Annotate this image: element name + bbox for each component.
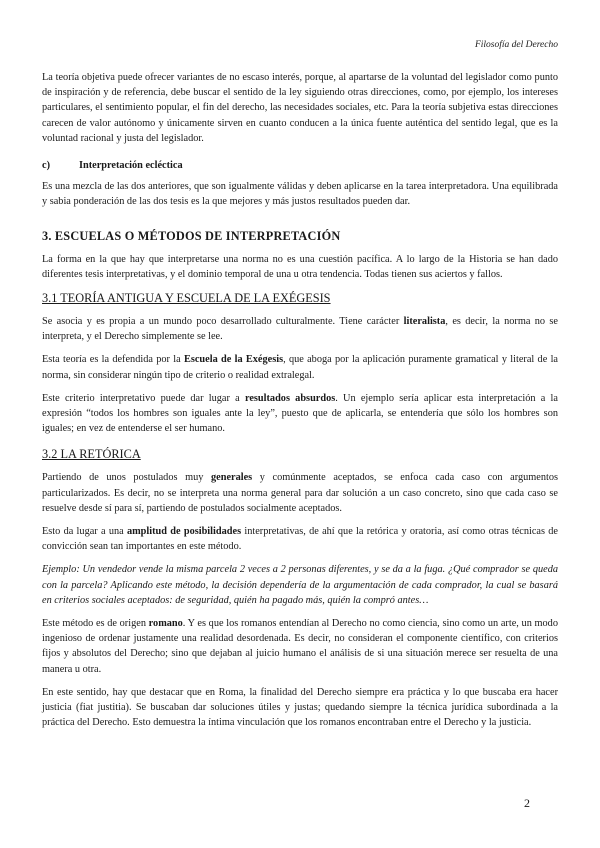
section-3-paragraph: La forma en la que hay que interpretarse una norma no es una cuestión pacífica. A lo largo de la Historia se han dado diferentes tesis interpretativas, y el dominio temporal de una u otra tendencia. Todas tienen sus aciertos y fallos.	[42, 253, 558, 280]
rhetoric-paragraph	[42, 470, 558, 516]
subsection-c-heading	[42, 158, 558, 173]
text-run: y comúnmente aceptados, se enfoca cada caso con argumentos particularizados. Es decir, no se interpreta una norma general para dar solución a un caso concreto, sino que cada caso se resuelve desde sí para sí, partiendo de postulados socialmente aceptados.	[42, 472, 558, 514]
text-run: , es decir, la norma no se interpreta, y el Derecho simplemente se lee.	[42, 316, 558, 343]
page-body	[42, 70, 558, 739]
eclectic-paragraph: Es una mezcla de las dos anteriores, que son igualmente válidas y deben aplicarse en la tarea interpretadora. Una equilibrada y sabia ponderación de las dos tesis es la que mejores y más justos resultados pueden dar.	[42, 181, 558, 208]
text-run: Partiendo de unos postulados muy	[42, 472, 211, 484]
bold-term: romano	[148, 618, 183, 630]
subsection-title: Interpretación ecléctica	[79, 160, 183, 172]
literalism-paragraph	[42, 314, 558, 344]
text-run: , que aboga por la aplicación puramente gramatical y literal de la norma, sin considerar ningún tipo de criterio o realidad extralegal.	[42, 354, 559, 381]
text-run: . Y es que los romanos entendían al Derecho no como ciencia, sino como un arte, un modo ingenioso de ordenar justamente una realidad desordenada. Es decir, no consideran el componente científico, con criterios fijos y absolutos del Derecho; sino que dejaban al juicio humano el análisis de si una situación merece ser resuelta de una manera u otra.	[42, 618, 558, 675]
bold-term: generales	[211, 472, 253, 484]
running-header: Filosofía del Derecho	[474, 40, 558, 50]
text-run: Esta teoría es la defendida por la	[42, 354, 184, 366]
subsection-letter: c)	[42, 160, 50, 172]
page-number: 2	[524, 796, 530, 810]
possibilities-paragraph	[42, 524, 558, 554]
roman-origin-paragraph	[42, 616, 558, 677]
rome-justice-paragraph: En este sentido, hay que destacar que en Roma, la finalidad del Derecho siempre era práctica y lo que buscaba era hacer justicia (fiat justitia). Se buscaban dar soluciones útiles y justas; quedando siempre la técnica jurídica subordinada a la práctica del Derecho. Esto demuestra la íntima vinculación que los romanos encontraban entre el Derecho y la justicia.	[42, 686, 558, 729]
text-run: . Un ejemplo sería aplicar esta interpretación a la expresión “todos los hombres son iguales ante la ley”, puesto que de aplicarla, se entendería que sólo los hombres son iguales; en vez de entenderse el ser humano.	[42, 392, 558, 435]
text-run: interpretativas, de ahí que la retórica y oratoria, así como otras técnicas de convicción sean tan importantes en este método.	[42, 526, 558, 553]
section-3-1-heading: 3.1 TEORÍA ANTIGUA Y ESCUELA DE LA EXÉGESIS	[42, 291, 331, 306]
text-run: Este criterio interpretativo puede dar lugar a	[42, 392, 245, 404]
bold-term: amplitud de posibilidades	[126, 526, 242, 538]
bold-term: Escuela de la Exégesis	[183, 354, 284, 366]
bold-term: resultados absurdos	[244, 392, 336, 404]
text-run: Se asocia y es propia a un mundo poco desarrollado culturalmente. Tiene carácter	[42, 316, 404, 328]
bold-term: literalista	[403, 316, 446, 328]
intro-paragraph: La teoría objetiva puede ofrecer variantes de no escaso interés, porque, al apartarse de la voluntad del legislador como punto de inspiración y de referencia, debe buscar el sentido de la ley siguiendo otras direcciones, como, por ejemplo, los intereses particulares, el sentimiento popular, el fin del derecho, las necesidades sociales, etc. Para la teoría subjetiva estas direcciones carecen de valor autónomo y únicamente sirven en cuanto conducen a la única fuente auténtica del sentido legal, que es la voluntad racional y justa del legislador.	[42, 72, 558, 144]
exegesis-paragraph	[42, 352, 558, 382]
text-run: Este método es de origen	[42, 618, 149, 630]
absurd-results-paragraph	[42, 391, 558, 437]
text-run: Esto da lugar a una	[42, 526, 127, 538]
section-3-heading: 3. ESCUELAS O MÉTODOS DE INTERPRETACIÓN	[42, 228, 341, 243]
section-3-2-heading: 3.2 LA RETÓRICA	[42, 447, 141, 462]
example-paragraph: Ejemplo: Un vendedor vende la misma parcela 2 veces a 2 personas diferentes, y se da a la fuga. ¿Qué comprador se queda con la parcela? Aplicando este método, la decisión dependería de la argumentación de cada comprador, la cual se basará en criterios sociales aceptados: de seguridad, quién ha pagado más, quién la compró antes…	[42, 564, 558, 606]
